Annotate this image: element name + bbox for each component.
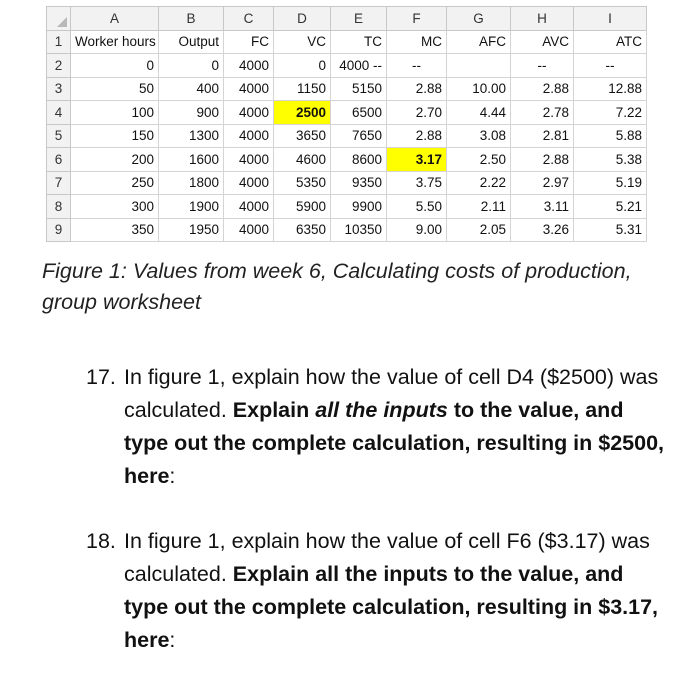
cell-c2[interactable]: 4000 (224, 54, 274, 78)
cell-d8[interactable]: 5900 (274, 195, 331, 219)
cell-h1[interactable]: AVC (511, 30, 574, 54)
table-row (47, 148, 647, 172)
column-header-h[interactable]: H (511, 7, 574, 31)
column-header-b[interactable]: B (159, 7, 224, 31)
cell-c8[interactable]: 4000 (224, 195, 274, 219)
question-number: 17. (86, 365, 116, 389)
cell-a8[interactable]: 300 (71, 195, 159, 219)
cell-e3[interactable]: 5150 (331, 77, 387, 101)
cell-c7[interactable]: 4000 (224, 171, 274, 195)
cell-e7[interactable]: 9350 (331, 171, 387, 195)
cell-d7[interactable]: 5350 (274, 171, 331, 195)
cell-a1[interactable]: Worker hours (71, 30, 159, 54)
cell-i9[interactable]: 5.31 (574, 218, 647, 242)
cell-b2[interactable]: 0 (159, 54, 224, 78)
cell-g6[interactable]: 2.50 (447, 148, 511, 172)
cell-h9[interactable]: 3.26 (511, 218, 574, 242)
cell-a4[interactable]: 100 (71, 101, 159, 125)
cell-h8[interactable]: 3.11 (511, 195, 574, 219)
cell-d5[interactable]: 3650 (274, 124, 331, 148)
column-header-f[interactable]: F (387, 7, 447, 31)
question-text: In figure 1, explain how the value of cell D4 ($2500) was calculated. Explain all the inputs to the value, and type out the complete calculation, resulting in $2500, here: (124, 365, 665, 488)
cell-g5[interactable]: 3.08 (447, 124, 511, 148)
cell-i2[interactable]: -- (574, 54, 647, 78)
cell-h4[interactable]: 2.78 (511, 101, 574, 125)
column-header-g[interactable]: G (447, 7, 511, 31)
cell-i4[interactable]: 7.22 (574, 101, 647, 125)
cell-d2[interactable]: 0 (274, 54, 331, 78)
cell-e2[interactable]: 4000 -- (331, 54, 387, 78)
question-number: 18. (86, 529, 116, 553)
cell-f4[interactable]: 2.70 (387, 101, 447, 125)
cell-c6[interactable]: 4000 (224, 148, 274, 172)
spreadsheet-figure (46, 6, 646, 242)
cell-e5[interactable]: 7650 (331, 124, 387, 148)
cell-i7[interactable]: 5.19 (574, 171, 647, 195)
cell-f5[interactable]: 2.88 (387, 124, 447, 148)
cell-h2[interactable]: -- (511, 54, 574, 78)
column-header-e[interactable]: E (331, 7, 387, 31)
question-17 (86, 361, 666, 493)
cell-a9[interactable]: 350 (71, 218, 159, 242)
cell-i1[interactable]: ATC (574, 30, 647, 54)
cell-b1[interactable]: Output (159, 30, 224, 54)
cell-e9[interactable]: 10350 (331, 218, 387, 242)
cell-e6[interactable]: 8600 (331, 148, 387, 172)
cell-d4[interactable]: 2500 (274, 101, 331, 125)
column-header-d[interactable]: D (274, 7, 331, 31)
row-header[interactable]: 5 (47, 124, 71, 148)
cell-a2[interactable]: 0 (71, 54, 159, 78)
cell-b7[interactable]: 1800 (159, 171, 224, 195)
row-header[interactable]: 6 (47, 148, 71, 172)
cell-a5[interactable]: 150 (71, 124, 159, 148)
row-header[interactable]: 9 (47, 218, 71, 242)
table-row (47, 171, 647, 195)
row-header[interactable]: 4 (47, 101, 71, 125)
table-row (47, 218, 647, 242)
cell-a3[interactable]: 50 (71, 77, 159, 101)
cell-g3[interactable]: 10.00 (447, 77, 511, 101)
cell-g2[interactable] (447, 54, 511, 78)
cell-h7[interactable]: 2.97 (511, 171, 574, 195)
row-header[interactable]: 8 (47, 195, 71, 219)
cell-i5[interactable]: 5.88 (574, 124, 647, 148)
cell-f9[interactable]: 9.00 (387, 218, 447, 242)
cell-d6[interactable]: 4600 (274, 148, 331, 172)
question-18 (86, 525, 666, 657)
column-header-i[interactable]: I (574, 7, 647, 31)
table-row (47, 30, 647, 54)
cell-c1[interactable]: FC (224, 30, 274, 54)
cell-c4[interactable]: 4000 (224, 101, 274, 125)
cell-e1[interactable]: TC (331, 30, 387, 54)
cell-i3[interactable]: 12.88 (574, 77, 647, 101)
cell-f2[interactable]: -- (387, 54, 447, 78)
question-text: In figure 1, explain how the value of cell F6 ($3.17) was calculated. Explain all the inputs to the value, and type out the complete calculation, resulting in $3.17, here: (124, 529, 659, 652)
cell-c3[interactable]: 4000 (224, 77, 274, 101)
spreadsheet-table (46, 6, 647, 242)
cell-c9[interactable]: 4000 (224, 218, 274, 242)
cell-i6[interactable]: 5.38 (574, 148, 647, 172)
cell-f3[interactable]: 2.88 (387, 77, 447, 101)
cell-e4[interactable]: 6500 (331, 101, 387, 125)
cell-b4[interactable]: 900 (159, 101, 224, 125)
cell-h6[interactable]: 2.88 (511, 148, 574, 172)
cell-c5[interactable]: 4000 (224, 124, 274, 148)
table-row (47, 195, 647, 219)
cell-g1[interactable]: AFC (447, 30, 511, 54)
cell-b8[interactable]: 1900 (159, 195, 224, 219)
cell-g7[interactable]: 2.22 (447, 171, 511, 195)
cell-h5[interactable]: 2.81 (511, 124, 574, 148)
table-row (47, 101, 647, 125)
row-header[interactable]: 2 (47, 54, 71, 78)
cell-g4[interactable]: 4.44 (447, 101, 511, 125)
cell-d3[interactable]: 1150 (274, 77, 331, 101)
cell-g8[interactable]: 2.11 (447, 195, 511, 219)
cell-b9[interactable]: 1950 (159, 218, 224, 242)
column-header-c[interactable]: C (224, 7, 274, 31)
cell-b5[interactable]: 1300 (159, 124, 224, 148)
cell-e8[interactable]: 9900 (331, 195, 387, 219)
select-all-corner[interactable] (47, 7, 71, 31)
table-row (47, 77, 647, 101)
cell-b3[interactable]: 400 (159, 77, 224, 101)
cell-f1[interactable]: MC (387, 30, 447, 54)
cell-d1[interactable]: VC (274, 30, 331, 54)
cell-g9[interactable]: 2.05 (447, 218, 511, 242)
table-row (47, 54, 647, 78)
cell-f6[interactable]: 3.17 (387, 148, 447, 172)
cell-d9[interactable]: 6350 (274, 218, 331, 242)
cell-a6[interactable]: 200 (71, 148, 159, 172)
column-header-a[interactable]: A (71, 7, 159, 31)
cell-f7[interactable]: 3.75 (387, 171, 447, 195)
row-header[interactable]: 3 (47, 77, 71, 101)
cell-h3[interactable]: 2.88 (511, 77, 574, 101)
cell-a7[interactable]: 250 (71, 171, 159, 195)
row-header[interactable]: 1 (47, 30, 71, 54)
cell-f8[interactable]: 5.50 (387, 195, 447, 219)
table-row (47, 124, 647, 148)
cell-i8[interactable]: 5.21 (574, 195, 647, 219)
cell-b6[interactable]: 1600 (159, 148, 224, 172)
figure-caption: Figure 1: Values from week 6, Calculating costs of production, group worksheet (42, 259, 632, 314)
row-header[interactable]: 7 (47, 171, 71, 195)
